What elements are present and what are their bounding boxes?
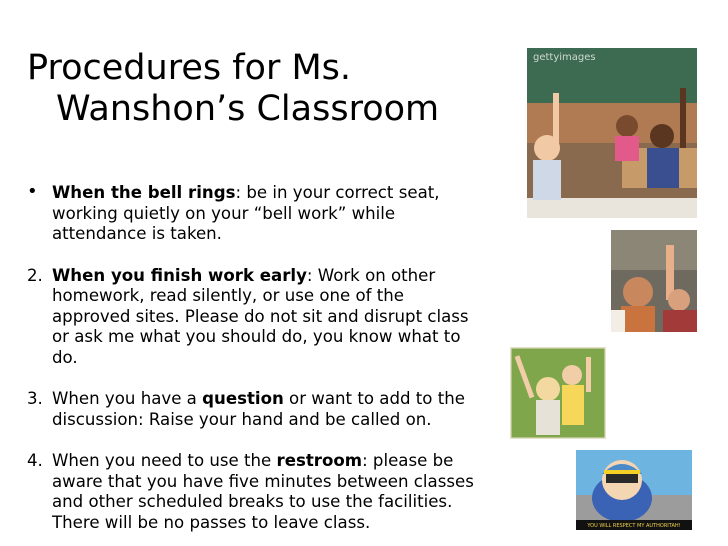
students-photo	[611, 230, 697, 332]
item-number: 4.	[27, 451, 43, 470]
item-bold: When the bell rings	[52, 183, 236, 202]
item-text-lead: When you have a	[52, 389, 203, 408]
slide-title	[27, 48, 487, 130]
title-line-2: Wanshon’s Classroom	[56, 89, 440, 129]
item-text: : be in your correct seat, working quietly on your “bell work” while attendance is taken.	[52, 183, 440, 243]
item-text: : please be aware that you have five minutes between classes and other scheduled breaks to use the facilities. There will be no passes to leave class.	[52, 451, 474, 532]
classroom-photo	[527, 48, 697, 218]
bullet-marker: •	[27, 181, 38, 202]
item-bold: question	[202, 389, 284, 408]
watermark-text: gettyimages	[533, 52, 596, 63]
item-text: : Work on other homework, read silently, or use one of the approved sites. Please do not sit and disrupt class or ask me what you should do, you know what to do.	[52, 265, 469, 367]
cartoon-image	[576, 450, 692, 530]
title-line-1: Procedures for Ms.	[27, 48, 352, 88]
item-text: or want to add to the discussion: Raise your hand and be called on.	[52, 389, 465, 429]
cheering-kids-photo	[510, 347, 606, 439]
item-text-lead: When you need to use the	[52, 451, 277, 470]
item-bold: restroom	[276, 451, 363, 470]
item-bold: When you finish work early	[52, 265, 307, 285]
list-item	[27, 266, 487, 369]
procedure-list	[27, 183, 487, 533]
cartoon-caption: YOU WILL RESPECT MY AUTHORITAH!	[587, 523, 681, 529]
item-number: 2.	[27, 265, 43, 285]
item-number: 3.	[27, 389, 43, 408]
list-item	[27, 451, 487, 533]
list-item	[27, 389, 487, 430]
list-item	[27, 183, 487, 245]
